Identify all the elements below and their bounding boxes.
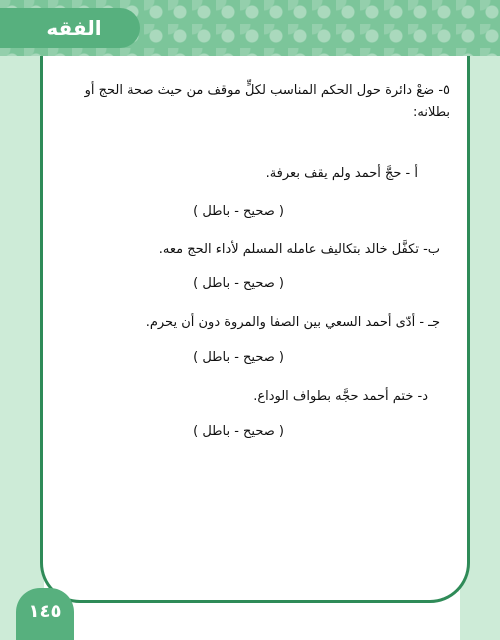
item-c-choices[interactable]: ( صحيح - باطل ) <box>193 350 284 365</box>
item-c-label: جـ - أدّى أحمد السعي بين الصفا والمروة دون أن يحرم. <box>145 315 440 330</box>
left-decor-strip <box>0 56 44 640</box>
item-a-choices[interactable]: ( صحيح - باطل ) <box>193 204 284 219</box>
page-title: الفقه <box>46 16 102 40</box>
item-d-label: د- ختم أحمد حجَّه بطواف الوداع. <box>253 389 428 404</box>
item-d-choices[interactable]: ( صحيح - باطل ) <box>193 424 284 439</box>
question-text: ٥- ضعْ دائرة حول الحكم المناسب لكلٍّ موقف من حيث صحة الحج أو بطلانه: <box>84 83 450 120</box>
header-banner <box>0 0 500 56</box>
item-b-choices[interactable]: ( صحيح - باطل ) <box>193 276 284 291</box>
item-b-label: ب- تكفَّل خالد بتكاليف عامله المسلم لأداء الحج معه. <box>158 242 440 257</box>
page-number: ١٤٥ <box>28 601 62 622</box>
question-block <box>70 80 450 124</box>
item-a-label: أ - حجَّ أحمد ولم يقف بعرفة. <box>265 166 418 181</box>
